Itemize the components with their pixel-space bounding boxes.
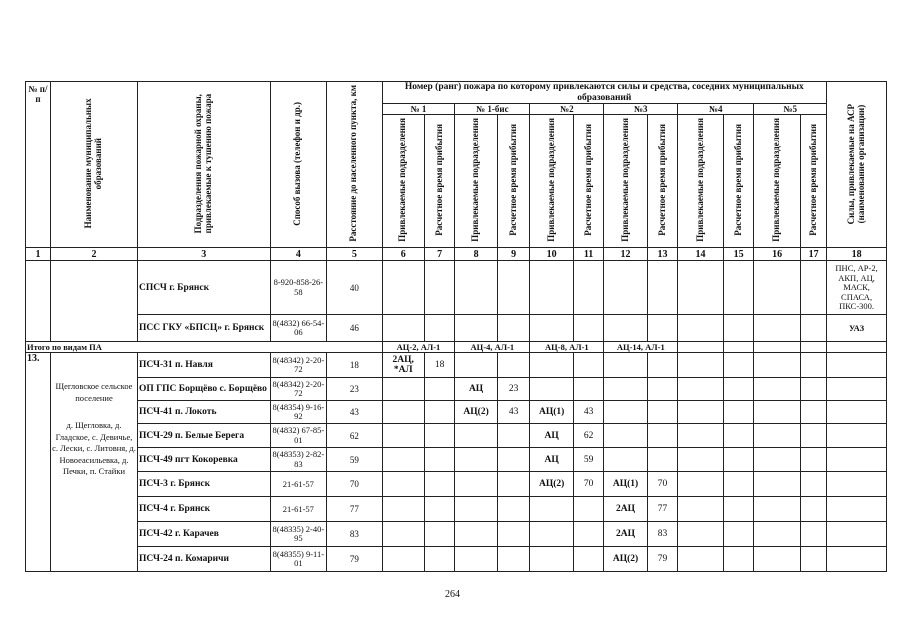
totals-rank-1: АЦ-2, АЛ-1 [382,342,455,353]
col-number: 12 [604,248,647,261]
col-number: 16 [754,248,801,261]
phone: 8(48354) 9-16-92 [270,401,327,424]
totals-rank-2: АЦ-8, АЛ-1 [530,342,604,353]
column-numbers-row [26,248,887,261]
header-call-method: Способ вызова (телефон и др.) [270,82,327,248]
table-row [26,522,887,547]
time-rank-2: 62 [573,424,603,448]
col-number: 6 [382,248,424,261]
asr-forces: УАЗ [827,315,887,342]
header-sub-units: Привлекаемые подразделения [530,115,573,248]
time-rank-3: 83 [647,522,677,547]
header-sub-time: Расчетное время прибытия [647,115,677,248]
col-number: 5 [327,248,382,261]
time-rank-2: 70 [573,472,603,497]
phone: 21-61-57 [270,497,327,522]
phone: 8(48342) 2-20-72 [270,353,327,378]
header-sub-units: Привлекаемые подразделения [455,115,497,248]
fire-unit: ПСЧ-31 п. Навля [137,353,270,378]
header-sub-time: Расчетное время прибытия [723,115,753,248]
distance: 70 [327,472,382,497]
distance: 79 [327,547,382,572]
header-rank-5: №5 [754,104,827,115]
municipality-name: Щегловское сельское поселение [55,381,133,403]
fire-unit: ПСЧ-29 п. Белые Берега [137,424,270,448]
fire-unit: СПСЧ г. Брянск [137,261,270,315]
distance: 46 [327,315,382,342]
phone: 8(4832) 67-85-01 [270,424,327,448]
fire-unit: ОП ГПС Борщёво с. Борщёво [137,378,270,401]
col-number: 10 [530,248,573,261]
fire-response-table [25,81,887,572]
header-rank-1bis: № 1-бис [455,104,530,115]
phone: 8(48355) 9-11-01 [270,547,327,572]
section-number: 13. [26,353,51,572]
time-rank-3: 70 [647,472,677,497]
distance: 59 [327,448,382,472]
table-row [26,315,887,342]
col-number: 4 [270,248,327,261]
municipality [51,353,138,572]
col-number: 18 [827,248,887,261]
municipality-places: д. Щегловка, д. Гладское, с. Девичье, с. Лески, с. Литовня, д. Новоеасильевка, д. Печки, п. Стайки [52,420,136,477]
header-sub-units: Привлекаемые подразделения [754,115,801,248]
fire-unit: ПСЧ-49 пгт Кокоревка [137,448,270,472]
engines-rank-3: 2АЦ [604,522,647,547]
header-sub-time: Расчетное время прибытия [573,115,603,248]
distance: 18 [327,353,382,378]
header-rank-3: №3 [604,104,678,115]
engines-rank-1bis: АЦ(2) [455,401,497,424]
header-rank-2: №2 [530,104,604,115]
table-row [26,378,887,401]
header-rank-4: №4 [678,104,754,115]
time-rank-1bis: 43 [497,401,530,424]
header-municipality: Наименование муниципальных образований [51,82,138,248]
header-distance: Расстояние до населенного пункта, км [327,82,382,248]
table-row [26,547,887,572]
col-number: 3 [137,248,270,261]
engines-rank-1bis: АЦ [455,378,497,401]
col-number: 11 [573,248,603,261]
col-number: 2 [51,248,138,261]
page-number: 264 [445,589,460,600]
col-number: 14 [678,248,724,261]
time-rank-1: 18 [424,353,454,378]
totals-rank-1bis: АЦ-4, АЛ-1 [455,342,530,353]
col-number: 13 [647,248,677,261]
time-rank-1bis: 23 [497,378,530,401]
header-sub-units: Привлекаемые подразделения [382,115,424,248]
header-sub-time: Расчетное время прибытия [424,115,454,248]
time-rank-2: 43 [573,401,603,424]
phone: 8(4832) 66-54-06 [270,315,327,342]
engines-rank-3: 2АЦ [604,497,647,522]
col-number: 15 [723,248,753,261]
engines-rank-2: АЦ [530,424,573,448]
distance: 23 [327,378,382,401]
header-sub-units: Привлекаемые подразделения [678,115,724,248]
header-fire-units: Подразделения пожарной охраны, привлекаемые к тушению пожара [137,82,270,248]
engines-rank-3: АЦ(1) [604,472,647,497]
engines-rank-1: 2АЦ, *АЛ [382,353,424,378]
table-row [26,448,887,472]
asr-forces: ПНС, АР-2, АКП, АЦ, МАСК, СПАСА, ПКС-300. [827,261,887,315]
distance: 77 [327,497,382,522]
distance: 43 [327,401,382,424]
phone: 8-920-858-26-58 [270,261,327,315]
fire-unit: ПСЧ-24 п. Комаричи [137,547,270,572]
engines-rank-3: АЦ(2) [604,547,647,572]
fire-unit: ПСЧ-42 г. Карачев [137,522,270,547]
distance: 83 [327,522,382,547]
header-rank-1: № 1 [382,104,455,115]
table-row [26,424,887,448]
time-rank-2: 59 [573,448,603,472]
phone: 21-61-57 [270,472,327,497]
col-number: 17 [801,248,827,261]
phone: 8(48335) 2-40-95 [270,522,327,547]
table-row [26,472,887,497]
phone: 8(48342) 2-20-72 [270,378,327,401]
col-number: 7 [424,248,454,261]
col-number: 1 [26,248,51,261]
phone: 8(48353) 2-82-83 [270,448,327,472]
table-row [26,401,887,424]
col-number: 8 [455,248,497,261]
header-sub-time: Расчетное время прибытия [801,115,827,248]
distance: 62 [327,424,382,448]
table-row [26,261,887,315]
header-rank-group: Номер (ранг) пожара по которому привлекаются силы и средства, соседних муниципальных образований [382,82,827,104]
fire-unit: ПСЧ-3 г. Брянск [137,472,270,497]
totals-row [26,342,887,353]
engines-rank-2: АЦ(2) [530,472,573,497]
table-row [26,353,887,378]
engines-rank-2: АЦ(1) [530,401,573,424]
header-number: № п/п [26,82,51,248]
time-rank-3: 79 [647,547,677,572]
totals-label: Итого по видам ПА [26,342,383,353]
engines-rank-2: АЦ [530,448,573,472]
header-asr-forces: Силы, привлекаемые на АСР (наименование организации) [827,82,887,248]
fire-unit: ПСС ГКУ «БПСЦ» г. Брянск [137,315,270,342]
header-sub-time: Расчетное время прибытия [497,115,530,248]
col-number: 9 [497,248,530,261]
header-sub-units: Привлекаемые подразделения [604,115,647,248]
totals-rank-3: АЦ-14, АЛ-1 [604,342,678,353]
fire-unit: ПСЧ-41 п. Локоть [137,401,270,424]
fire-unit: ПСЧ-4 г. Брянск [137,497,270,522]
table-row [26,497,887,522]
time-rank-3: 77 [647,497,677,522]
distance: 40 [327,261,382,315]
